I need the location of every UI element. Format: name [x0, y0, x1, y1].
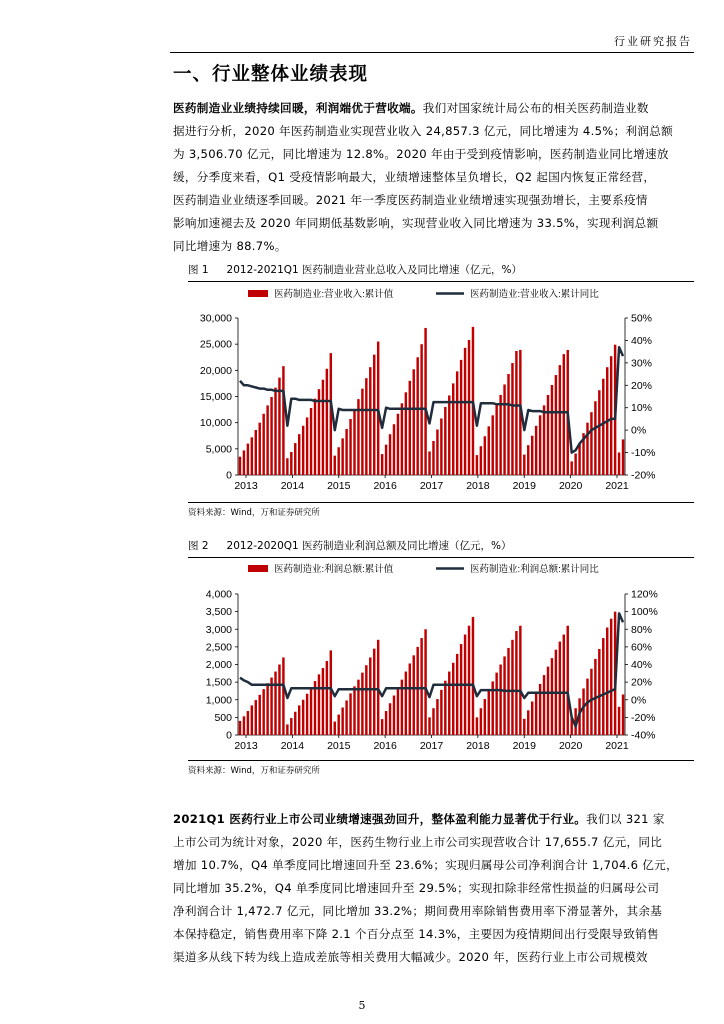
bar — [310, 687, 312, 735]
bar — [523, 719, 525, 735]
paragraph-2-line: 净利润合计 1,472.7 亿元，同比增加 33.2%；期间费用率除销售费用率下滑显著外，其余基 — [173, 904, 663, 918]
x-axis-tick-label: 2014 — [280, 480, 305, 492]
bar — [432, 708, 434, 735]
x-axis-tick-label: 2019 — [512, 740, 536, 752]
bar — [444, 407, 446, 475]
paragraph-2-line: 增加 10.7%，Q4 单季度同比增速回升至 23.6%；实现归属母公司净利润合计 1,704.6 亿元， — [173, 858, 678, 872]
paragraph-1-line: 缓，分季度来看，Q1 受疫情影响最大，业绩增速整体呈负增长，Q2 起国内恢复正常经营， — [173, 170, 656, 184]
bar — [270, 678, 272, 735]
right-axis-tick-label: 0% — [631, 694, 647, 707]
bar — [503, 384, 505, 475]
paragraph-2-line: 同比增加 35.2%，Q4 单季度同比增速回升至 29.5%；实现扣除非经常性损益的归属母公司 — [173, 881, 660, 895]
bar — [547, 667, 549, 735]
bar — [590, 669, 592, 735]
bar — [586, 679, 588, 735]
bar — [255, 700, 257, 735]
paragraph-1-line: 同比增速为 88.7%。 — [173, 239, 287, 253]
legend-swatch-bars — [248, 290, 268, 297]
left-axis-tick-label: 20,000 — [199, 364, 232, 377]
bar — [598, 649, 600, 735]
paragraph-2 — [173, 808, 693, 969]
bar — [618, 707, 620, 735]
bar — [488, 690, 490, 735]
bar — [255, 430, 257, 475]
bar — [468, 626, 470, 735]
bar — [397, 688, 399, 735]
bar — [251, 705, 253, 735]
bar — [266, 405, 268, 475]
right-axis-tick-label: 20% — [631, 676, 653, 689]
bar — [476, 455, 478, 475]
left-axis-tick-label: 10,000 — [199, 417, 232, 430]
paragraph-2-lead: 2021Q1 医药行业上市公司业绩增速强劲回升，整体盈利能力显著优于行业。 — [173, 812, 587, 826]
figure-1-chart — [188, 282, 694, 502]
bar — [345, 429, 347, 475]
bar — [365, 378, 367, 475]
bar — [310, 408, 312, 475]
bar — [239, 457, 241, 475]
paragraph-2-line: 渠道多从线下转为线上造成差旅等相关费用大幅减少。2020 年，医药行业上市公司规模效 — [173, 950, 648, 964]
header-title: 行业研究报告 — [614, 35, 692, 48]
bar — [448, 395, 450, 475]
bar — [578, 444, 580, 475]
bar — [491, 415, 493, 475]
x-axis-tick-label: 2015 — [327, 480, 351, 492]
x-axis-tick-label: 2021 — [605, 740, 629, 752]
right-axis-tick-label: 40% — [631, 334, 653, 347]
bar — [262, 689, 264, 735]
bar — [436, 699, 438, 735]
bar — [405, 392, 407, 475]
bar — [570, 461, 572, 475]
bar — [247, 711, 249, 735]
bar — [298, 705, 300, 735]
paragraph-1-line: 医药制造业业绩逐季回暖。2021 年一季度医药制造业业绩增速实现强劲增长，主要系疫情 — [173, 193, 648, 207]
left-axis-tick-label: 500 — [214, 711, 232, 724]
figure-2-caption — [188, 538, 512, 553]
bar — [468, 340, 470, 475]
bar — [302, 700, 304, 735]
header-rule — [170, 52, 694, 53]
bar — [531, 436, 533, 475]
bar — [480, 708, 482, 735]
bar — [381, 454, 383, 475]
bar — [551, 658, 553, 735]
right-axis-tick-label: 30% — [631, 357, 653, 370]
right-axis-tick-label: 20% — [631, 379, 653, 392]
paragraph-1-line: 我们对国家统计局公布的相关医药制造业数 — [422, 101, 649, 115]
bar — [606, 627, 608, 735]
bar — [322, 668, 324, 735]
bar — [428, 717, 430, 735]
bar — [567, 626, 569, 735]
bar — [294, 443, 296, 475]
bar — [424, 328, 426, 475]
left-axis-tick-label: 3,000 — [205, 623, 232, 636]
paragraph-2-line: 上市公司为统计对象，2020 年，医药生物行业上市公司实现营收合计 17,655.7 亿元，同比 — [173, 835, 663, 849]
right-axis-tick-label: 0% — [631, 424, 647, 437]
bar — [444, 681, 446, 735]
figure-1-number: 图 1 — [188, 264, 209, 276]
x-axis-tick-label: 2021 — [605, 480, 629, 492]
bar — [290, 718, 292, 735]
bar — [535, 693, 537, 735]
legend-label-bars: 医药制造业:营业收入:累计值 — [274, 289, 394, 300]
right-axis-tick-label: 40% — [631, 659, 653, 671]
figure-2-source: 资料来源：Wind，万和证券研究所 — [188, 766, 320, 776]
bar — [243, 450, 245, 475]
right-axis-tick-label: -20% — [631, 711, 656, 724]
bar — [337, 715, 339, 735]
bar — [385, 445, 387, 475]
figure-1-title: 2012-2021Q1 医药制造业营业总收入及同比增速（亿元，%） — [226, 264, 523, 276]
bar — [361, 673, 363, 735]
bar — [373, 649, 375, 735]
left-axis-tick-label: 0 — [226, 469, 232, 482]
right-axis-tick-label: 50% — [631, 312, 653, 325]
bar — [393, 424, 395, 475]
bar — [290, 452, 292, 475]
bar — [389, 434, 391, 475]
bar — [369, 367, 371, 475]
bar — [476, 717, 478, 735]
legend-swatch-bars — [248, 565, 268, 572]
x-axis-tick-label: 2013 — [234, 480, 258, 492]
bar — [306, 694, 308, 735]
right-axis-tick-label: 100% — [631, 606, 658, 619]
bar — [397, 414, 399, 475]
bar — [519, 626, 521, 735]
bar — [251, 437, 253, 475]
bar — [294, 712, 296, 735]
bar — [381, 719, 383, 735]
right-axis-tick-label: 80% — [631, 623, 653, 636]
right-axis-tick-label: 10% — [631, 402, 653, 415]
x-axis-tick-label: 2017 — [419, 740, 444, 752]
bar — [515, 351, 517, 475]
bar — [286, 458, 288, 475]
x-axis-tick-label: 2020 — [558, 480, 583, 492]
bar — [258, 423, 260, 475]
right-axis-tick-label: 120% — [631, 588, 658, 601]
bar — [409, 381, 411, 475]
bar — [440, 690, 442, 735]
bar — [377, 342, 379, 475]
left-axis-tick-label: 2,000 — [205, 659, 232, 671]
bar — [385, 711, 387, 735]
legend-label-bars: 医药制造业:利润总额:累计值 — [274, 564, 394, 575]
bar — [282, 657, 284, 735]
page-number: 5 — [358, 999, 366, 1012]
bar — [274, 672, 276, 735]
bar — [622, 439, 624, 475]
section-title: 一、行业整体业绩表现 — [173, 64, 369, 85]
bar — [345, 700, 347, 735]
bar — [322, 380, 324, 475]
left-axis-tick-label: 2,500 — [205, 641, 232, 654]
bar — [436, 429, 438, 475]
growth-line — [240, 347, 623, 452]
bar — [531, 702, 533, 735]
bar — [499, 665, 501, 736]
bar — [298, 434, 300, 475]
bar — [302, 426, 304, 475]
bar — [543, 675, 545, 735]
bar — [247, 444, 249, 475]
bar — [416, 357, 418, 475]
bar — [590, 412, 592, 475]
bar — [262, 414, 264, 475]
bar — [420, 638, 422, 735]
bar — [574, 454, 576, 475]
bar — [586, 423, 588, 475]
bar — [622, 694, 624, 735]
bar — [440, 418, 442, 475]
legend-label-line: 医药制造业:利润总额:累计同比 — [470, 564, 599, 575]
legend-label-line: 医药制造业:营业收入:累计同比 — [470, 289, 599, 300]
bar — [318, 674, 320, 735]
bar — [353, 686, 355, 735]
bar — [416, 647, 418, 735]
bar — [484, 699, 486, 735]
x-axis-tick-label: 2018 — [466, 480, 490, 492]
bar — [413, 655, 415, 735]
bar — [484, 436, 486, 475]
bar — [389, 703, 391, 735]
bar — [602, 638, 604, 735]
bar — [551, 385, 553, 475]
x-axis-tick-label: 2016 — [373, 480, 397, 492]
bar — [618, 452, 620, 475]
bar — [341, 438, 343, 475]
bar — [515, 631, 517, 735]
bar — [456, 654, 458, 735]
bar — [349, 693, 351, 735]
bar — [480, 446, 482, 475]
bar — [365, 665, 367, 735]
x-axis-tick-label: 2013 — [234, 740, 258, 752]
bar — [314, 399, 316, 475]
paragraph-1-line: 为 3,506.70 亿元，同比增速为 12.8%。2020 年由于受到疫情影响，医药制造业同比增速放 — [173, 147, 669, 161]
figure-2-title: 2012-2020Q1 医药制造业利润总额及同比增速（亿元，%） — [226, 540, 512, 552]
bar — [511, 363, 513, 475]
left-axis-tick-label: 4,000 — [205, 588, 232, 601]
bar — [341, 708, 343, 735]
right-axis-tick-label: -10% — [631, 447, 656, 460]
bar — [527, 445, 529, 475]
bar — [543, 405, 545, 475]
bar — [488, 426, 490, 475]
bar — [369, 657, 371, 735]
bar — [326, 661, 328, 735]
bar — [602, 379, 604, 475]
bar — [456, 371, 458, 475]
bar — [535, 426, 537, 475]
bar — [413, 369, 415, 475]
growth-line — [240, 613, 623, 726]
right-axis-tick-label: 60% — [631, 641, 653, 654]
bar — [377, 640, 379, 735]
left-axis-tick-label: 1,000 — [205, 694, 232, 707]
bar — [326, 369, 328, 475]
bar — [594, 401, 596, 475]
bar — [547, 395, 549, 475]
bar — [282, 366, 284, 475]
x-axis-tick-label: 2018 — [466, 740, 490, 752]
bar — [503, 656, 505, 735]
bar — [499, 395, 501, 475]
x-axis-tick-label: 2019 — [512, 480, 536, 492]
bar — [452, 383, 454, 475]
bar — [460, 360, 462, 475]
bar — [460, 644, 462, 735]
bar — [337, 447, 339, 475]
bar — [464, 348, 466, 475]
figure-1-source: 资料来源：Wind，万和证券研究所 — [188, 508, 320, 518]
bar — [563, 635, 565, 735]
paragraph-1 — [173, 97, 693, 258]
bar — [266, 683, 268, 735]
bar — [448, 672, 450, 735]
bar — [393, 696, 395, 735]
bar — [452, 663, 454, 735]
left-axis-tick-label: 30,000 — [199, 312, 232, 325]
bar — [270, 397, 272, 475]
bar — [610, 619, 612, 735]
bar — [334, 722, 336, 735]
x-axis-tick-label: 2015 — [327, 740, 351, 752]
paragraph-2-line: 本保持稳定，销售费用率下降 2.1 个百分点至 14.3%，主要因为疫情期间出行受限导致销售 — [173, 927, 659, 941]
bar — [598, 390, 600, 475]
figure-1-caption — [188, 262, 522, 277]
bar — [563, 354, 565, 475]
bar — [511, 640, 513, 735]
bar — [258, 695, 260, 735]
bar — [432, 441, 434, 475]
bar — [306, 417, 308, 475]
bar — [286, 724, 288, 735]
bar — [405, 672, 407, 735]
left-axis-tick-label: 3,500 — [205, 606, 232, 619]
paragraph-1-line: 据进行分析，2020 年医药制造业实现营业收入 24,857.3 亿元，同比增速为 4.5%；利润总额 — [173, 124, 674, 138]
figure-2-number: 图 2 — [188, 540, 209, 552]
paragraph-2-line: 我们以 321 家 — [586, 812, 665, 826]
bar — [559, 642, 561, 735]
left-axis-tick-label: 15,000 — [199, 391, 232, 403]
bar — [527, 710, 529, 735]
left-axis-tick-label: 1,500 — [205, 676, 232, 689]
bar — [274, 388, 276, 475]
bar — [334, 456, 336, 475]
bar — [349, 419, 351, 475]
bar — [278, 665, 280, 736]
bar — [495, 673, 497, 735]
x-axis-tick-label: 2016 — [373, 740, 397, 752]
right-axis-tick-label: -20% — [631, 469, 656, 482]
left-axis-tick-label: 25,000 — [199, 338, 232, 351]
figure-1-bottom-rule — [188, 502, 694, 503]
paragraph-1-line: 影响加速褪去及 2020 年同期低基数影响，实现营业收入同比增速为 33.5%，实现利润总额 — [173, 216, 659, 230]
bar — [424, 629, 426, 735]
bar — [507, 374, 509, 475]
bar — [523, 455, 525, 475]
figure-2-chart — [188, 558, 694, 760]
bar — [243, 716, 245, 735]
bar — [239, 721, 241, 735]
bar — [555, 375, 557, 475]
x-axis-tick-label: 2017 — [419, 480, 444, 492]
right-axis-tick-label: -40% — [631, 729, 656, 742]
bar — [559, 365, 561, 475]
x-axis-tick-label: 2020 — [558, 740, 583, 752]
bar — [582, 688, 584, 735]
bar — [610, 356, 612, 475]
bar — [495, 405, 497, 475]
x-axis-tick-label: 2014 — [280, 740, 305, 752]
bar — [278, 378, 280, 475]
bar — [353, 409, 355, 475]
paragraph-1-lead: 医药制造业业绩持续回暖，利润端优于营收端。 — [173, 101, 423, 115]
figure-2-bottom-rule — [188, 760, 694, 761]
bar — [401, 403, 403, 475]
bar — [539, 415, 541, 475]
bar — [373, 355, 375, 475]
bar — [409, 663, 411, 735]
bar — [361, 389, 363, 475]
bar — [472, 617, 474, 735]
left-axis-tick-label: 0 — [226, 729, 232, 742]
bar — [428, 451, 430, 475]
left-axis-tick-label: 5,000 — [205, 443, 232, 456]
